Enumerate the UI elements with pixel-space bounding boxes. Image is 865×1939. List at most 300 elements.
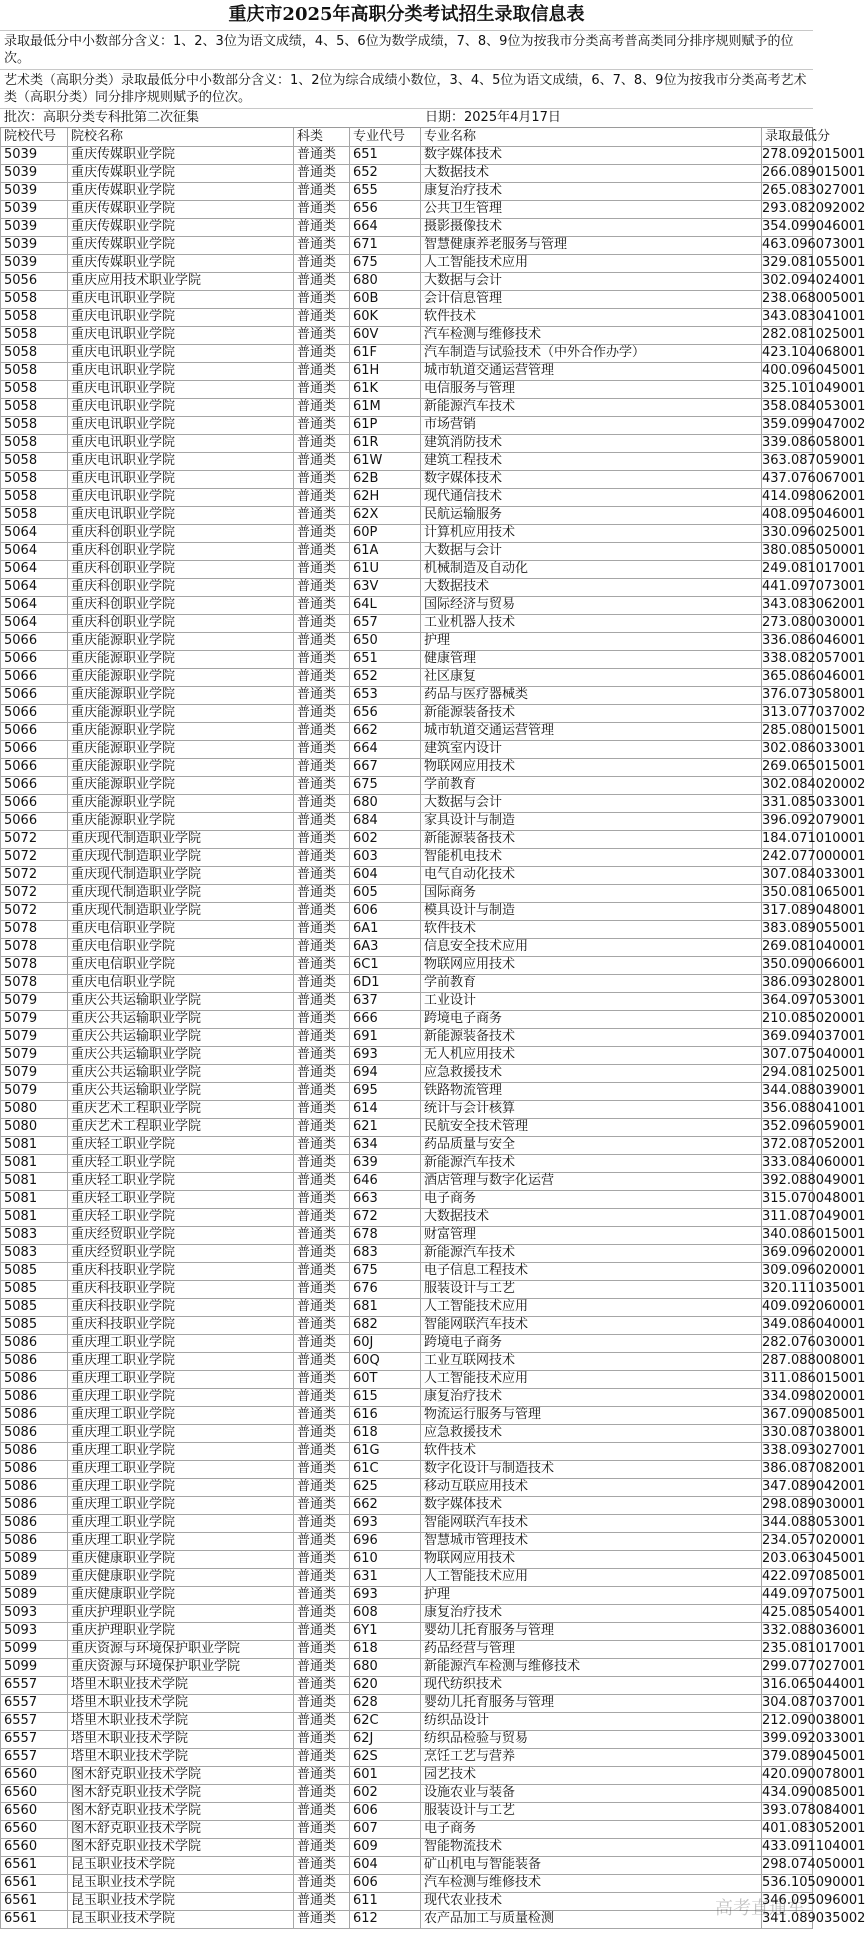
table-row [0,866,865,884]
table-row [0,1028,865,1046]
table-row [0,1838,865,1856]
table-row [0,524,865,542]
cell-min-score: 425.085054001 [762,1604,813,1623]
table-row [0,1712,865,1730]
cell-min-score: 338.093027001 [762,1442,813,1461]
cell-school-code: 5064 [0,560,68,579]
cell-category: 普通类 [294,272,350,291]
cell-school-name: 重庆轻工职业学院 [68,1136,294,1155]
cell-min-score: 380.085050001 [762,542,813,561]
cell-min-score: 379.089045001 [762,1748,813,1767]
cell-school-code: 5058 [0,434,68,453]
cell-category: 普通类 [294,488,350,507]
cell-category: 普通类 [294,200,350,219]
cell-major-code: 662 [350,1496,421,1515]
cell-school-code: 5066 [0,704,68,723]
cell-major-code: 656 [350,200,421,219]
table-row [0,1802,865,1820]
cell-category: 普通类 [294,416,350,435]
cell-major-code: 693 [350,1046,421,1065]
cell-school-code: 6560 [0,1766,68,1785]
cell-school-code: 5086 [0,1424,68,1443]
cell-school-code: 5072 [0,848,68,867]
cell-category: 普通类 [294,902,350,921]
cell-major-name: 电气自动化技术 [421,866,762,885]
cell-min-score: 343.083062001 [762,596,813,615]
cell-min-score: 282.076030001 [762,1334,813,1353]
cell-major-code: 675 [350,1262,421,1281]
cell-major-code: 62H [350,488,421,507]
table-row [0,434,865,452]
cell-category: 普通类 [294,956,350,975]
cell-school-code: 5066 [0,740,68,759]
cell-category: 普通类 [294,1640,350,1659]
cell-school-code: 5058 [0,452,68,471]
cell-min-score: 386.087082001 [762,1460,813,1479]
cell-category: 普通类 [294,1514,350,1533]
cell-school-name: 重庆理工职业学院 [68,1406,294,1425]
batch-label: 批次：高职分类专科批第二次征集 [4,110,200,125]
cell-category: 普通类 [294,542,350,561]
table-row [0,1568,865,1586]
cell-school-code: 6560 [0,1838,68,1857]
table-body [0,146,865,1928]
cell-school-name: 重庆公共运输职业学院 [68,1010,294,1029]
cell-major-code: 680 [350,272,421,291]
cell-major-name: 新能源装备技术 [421,704,762,723]
cell-school-code: 5058 [0,506,68,525]
cell-school-code: 5086 [0,1442,68,1461]
cell-school-code: 5058 [0,380,68,399]
cell-category: 普通类 [294,1280,350,1299]
cell-min-score: 433.091104001 [762,1838,813,1857]
cell-major-code: 695 [350,1082,421,1101]
cell-min-score: 346.095096001 [762,1892,813,1911]
cell-category: 普通类 [294,722,350,741]
table-row [0,1496,865,1514]
cell-school-code: 5086 [0,1334,68,1353]
cell-major-name: 大数据技术 [421,164,762,183]
cell-school-code: 5078 [0,974,68,993]
cell-min-score: 320.111035001 [762,1280,813,1299]
cell-school-name: 重庆能源职业学院 [68,632,294,651]
cell-category: 普通类 [294,848,350,867]
cell-category: 普通类 [294,1190,350,1209]
cell-school-name: 重庆经贸职业学院 [68,1244,294,1263]
cell-major-code: 620 [350,1676,421,1695]
cell-min-score: 212.090038001 [762,1712,813,1731]
cell-school-code: 5085 [0,1280,68,1299]
table-row [0,1694,865,1712]
cell-major-name: 国际经济与贸易 [421,596,762,615]
cell-school-code: 5078 [0,920,68,939]
cell-school-name: 重庆电信职业学院 [68,956,294,975]
table-row [0,1910,865,1928]
cell-min-score: 423.104068001 [762,344,813,363]
cell-category: 普通类 [294,1172,350,1191]
table-row [0,740,865,758]
table-row [0,794,865,812]
cell-category: 普通类 [294,632,350,651]
cell-school-code: 6560 [0,1802,68,1821]
cell-min-score: 383.089055001 [762,920,813,939]
cell-major-name: 国际商务 [421,884,762,903]
cell-min-score: 347.089042001 [762,1478,813,1497]
cell-major-name: 婴幼儿托育服务与管理 [421,1694,762,1713]
cell-major-name: 数字媒体技术 [421,470,762,489]
cell-major-code: 666 [350,1010,421,1029]
table-row [0,1784,865,1802]
cell-school-name: 重庆科创职业学院 [68,542,294,561]
cell-major-name: 软件技术 [421,1442,762,1461]
cell-major-code: 664 [350,740,421,759]
cell-category: 普通类 [294,1874,350,1893]
table-row [0,902,865,920]
cell-major-name: 工业互联网技术 [421,1352,762,1371]
table-row [0,956,865,974]
cell-major-code: 6A1 [350,920,421,939]
cell-school-code: 5086 [0,1406,68,1425]
cell-major-name: 药品与医疗器械类 [421,686,762,705]
cell-min-score: 339.086058001 [762,434,813,453]
cell-min-score: 302.086033001 [762,740,813,759]
cell-category: 普通类 [294,1334,350,1353]
table-row [0,1424,865,1442]
cell-school-code: 5086 [0,1514,68,1533]
cell-major-name: 软件技术 [421,308,762,327]
table-row [0,326,865,344]
cell-major-code: 605 [350,884,421,903]
cell-major-code: 60P [350,524,421,543]
cell-major-name: 软件技术 [421,920,762,939]
table-row [0,938,865,956]
cell-major-name: 跨境电子商务 [421,1334,762,1353]
cell-school-name: 重庆电信职业学院 [68,920,294,939]
table-row [0,776,865,794]
cell-school-code: 5066 [0,758,68,777]
table-row [0,758,865,776]
cell-major-name: 智能物流技术 [421,1838,762,1857]
cell-school-name: 重庆健康职业学院 [68,1568,294,1587]
cell-school-name: 重庆能源职业学院 [68,758,294,777]
cell-school-name: 重庆电讯职业学院 [68,344,294,363]
cell-major-code: 682 [350,1316,421,1335]
cell-school-code: 5081 [0,1208,68,1227]
cell-category: 普通类 [294,812,350,831]
cell-category: 普通类 [294,1046,350,1065]
cell-school-code: 5072 [0,830,68,849]
cell-school-name: 塔里木职业技术学院 [68,1748,294,1767]
table-row [0,182,865,200]
header-major-name: 专业名称 [421,128,762,147]
cell-school-code: 5086 [0,1532,68,1551]
cell-school-code: 5081 [0,1154,68,1173]
table-row [0,452,865,470]
cell-min-score: 401.083052001 [762,1820,813,1839]
table-row [0,254,865,272]
cell-major-name: 人工智能技术应用 [421,1370,762,1389]
cell-school-code: 5066 [0,686,68,705]
table-row [0,1064,865,1082]
date-label: 日期：2025年4月17日 [425,110,561,125]
cell-school-name: 重庆理工职业学院 [68,1370,294,1389]
cell-min-score: 307.075040001 [762,1046,813,1065]
cell-major-name: 市场营销 [421,416,762,435]
cell-school-name: 重庆轻工职业学院 [68,1208,294,1227]
cell-major-code: 61W [350,452,421,471]
cell-school-code: 5072 [0,866,68,885]
cell-min-score: 309.096020001 [762,1262,813,1281]
cell-major-code: 6A3 [350,938,421,957]
cell-category: 普通类 [294,1712,350,1731]
cell-major-code: 680 [350,794,421,813]
cell-min-score: 313.077037002 [762,704,813,723]
cell-school-name: 塔里木职业技术学院 [68,1694,294,1713]
table-row [0,200,865,218]
table-row [0,1334,865,1352]
table-row [0,1118,865,1136]
cell-category: 普通类 [294,794,350,813]
cell-major-code: 667 [350,758,421,777]
cell-major-code: 60V [350,326,421,345]
cell-major-name: 现代通信技术 [421,488,762,507]
cell-min-score: 449.097075001 [762,1586,813,1605]
cell-major-code: 60J [350,1334,421,1353]
cell-category: 普通类 [294,362,350,381]
cell-min-score: 414.098062001 [762,488,813,507]
cell-major-name: 大数据技术 [421,578,762,597]
cell-min-score: 463.096073001 [762,236,813,255]
cell-school-name: 重庆健康职业学院 [68,1550,294,1569]
cell-school-name: 昆玉职业技术学院 [68,1874,294,1893]
cell-min-score: 311.086015001 [762,1370,813,1389]
cell-major-code: 657 [350,614,421,633]
table-row [0,488,865,506]
cell-category: 普通类 [294,1388,350,1407]
cell-category: 普通类 [294,182,350,201]
cell-min-score: 344.088053001 [762,1514,813,1533]
cell-category: 普通类 [294,668,350,687]
cell-major-code: 662 [350,722,421,741]
table-row [0,542,865,560]
cell-school-code: 6557 [0,1676,68,1695]
table-row [0,974,865,992]
table-row [0,614,865,632]
cell-school-code: 6557 [0,1694,68,1713]
table-row [0,1622,865,1640]
cell-category: 普通类 [294,452,350,471]
cell-major-code: 61M [350,398,421,417]
cell-school-code: 6560 [0,1820,68,1839]
cell-min-score: 298.074050001 [762,1856,813,1875]
cell-major-code: 62X [350,506,421,525]
table-header [0,128,831,146]
cell-min-score: 293.082092002 [762,200,813,219]
cell-min-score: 273.080030001 [762,614,813,633]
table-row [0,1010,865,1028]
cell-major-name: 城市轨道交通运营管理 [421,362,762,381]
cell-school-name: 重庆传媒职业学院 [68,146,294,165]
cell-school-code: 5079 [0,1046,68,1065]
cell-school-name: 重庆能源职业学院 [68,812,294,831]
cell-category: 普通类 [294,578,350,597]
table-row [0,1388,865,1406]
cell-major-code: 646 [350,1172,421,1191]
cell-major-name: 新能源装备技术 [421,1028,762,1047]
cell-min-score: 350.090066001 [762,956,813,975]
cell-category: 普通类 [294,1316,350,1335]
cell-category: 普通类 [294,992,350,1011]
cell-major-name: 智能网联汽车技术 [421,1514,762,1533]
cell-school-name: 重庆能源职业学院 [68,722,294,741]
cell-school-name: 重庆科创职业学院 [68,578,294,597]
cell-major-code: 611 [350,1892,421,1911]
cell-school-name: 塔里木职业技术学院 [68,1676,294,1695]
cell-school-name: 重庆公共运输职业学院 [68,1028,294,1047]
cell-category: 普通类 [294,1352,350,1371]
table-row [0,848,865,866]
header-min-score: 录取最低分 [762,128,813,147]
cell-min-score: 210.085020001 [762,1010,813,1029]
cell-category: 普通类 [294,974,350,993]
cell-school-name: 重庆电讯职业学院 [68,488,294,507]
table-row [0,236,865,254]
cell-school-name: 重庆科技职业学院 [68,1262,294,1281]
cell-category: 普通类 [294,866,350,885]
cell-school-code: 5064 [0,542,68,561]
cell-category: 普通类 [294,1892,350,1911]
cell-major-name: 智慧城市管理技术 [421,1532,762,1551]
cell-min-score: 238.068005001 [762,290,813,309]
cell-min-score: 282.081025001 [762,326,813,345]
cell-major-name: 城市轨道交通运营管理 [421,722,762,741]
cell-category: 普通类 [294,1262,350,1281]
cell-school-code: 5089 [0,1586,68,1605]
cell-major-name: 无人机应用技术 [421,1046,762,1065]
table-row [0,992,865,1010]
cell-school-code: 6557 [0,1748,68,1767]
cell-school-code: 5079 [0,992,68,1011]
table-row [0,506,865,524]
cell-major-code: 61G [350,1442,421,1461]
cell-category: 普通类 [294,1532,350,1551]
cell-school-code: 5078 [0,938,68,957]
cell-school-name: 重庆理工职业学院 [68,1388,294,1407]
cell-school-code: 5085 [0,1298,68,1317]
cell-min-score: 315.070048001 [762,1190,813,1209]
cell-min-score: 184.071010001 [762,830,813,849]
cell-category: 普通类 [294,326,350,345]
cell-major-code: 693 [350,1586,421,1605]
cell-major-code: 684 [350,812,421,831]
table-row [0,308,865,326]
cell-school-name: 重庆传媒职业学院 [68,200,294,219]
cell-school-code: 5078 [0,956,68,975]
cell-major-name: 汽车制造与试验技术（中外合作办学） [421,344,762,363]
cell-major-code: 60Q [350,1352,421,1371]
cell-major-name: 新能源汽车技术 [421,1154,762,1173]
cell-school-code: 5079 [0,1028,68,1047]
cell-min-score: 338.082057001 [762,650,813,669]
cell-major-code: 628 [350,1694,421,1713]
cell-category: 普通类 [294,650,350,669]
cell-category: 普通类 [294,1064,350,1083]
cell-min-score: 369.094037001 [762,1028,813,1047]
cell-school-name: 重庆理工职业学院 [68,1424,294,1443]
cell-school-name: 图木舒克职业技术学院 [68,1766,294,1785]
cell-school-name: 昆玉职业技术学院 [68,1892,294,1911]
table-row [0,560,865,578]
cell-school-code: 6561 [0,1892,68,1911]
cell-category: 普通类 [294,1370,350,1389]
cell-category: 普通类 [294,1010,350,1029]
cell-major-code: 61H [350,362,421,381]
cell-school-name: 重庆科创职业学院 [68,614,294,633]
table-row [0,1604,865,1622]
cell-school-name: 重庆传媒职业学院 [68,182,294,201]
cell-major-name: 移动互联应用技术 [421,1478,762,1497]
cell-category: 普通类 [294,1784,350,1803]
cell-major-name: 数字媒体技术 [421,146,762,165]
cell-school-code: 5058 [0,470,68,489]
cell-major-code: 61A [350,542,421,561]
cell-category: 普通类 [294,1730,350,1749]
cell-school-code: 5058 [0,290,68,309]
cell-min-score: 249.081017001 [762,560,813,579]
cell-major-name: 学前教育 [421,974,762,993]
cell-major-name: 电子信息工程技术 [421,1262,762,1281]
cell-min-score: 242.077000001 [762,848,813,867]
cell-school-name: 重庆理工职业学院 [68,1514,294,1533]
cell-min-score: 356.088041001 [762,1100,813,1119]
cell-major-code: 62B [350,470,421,489]
cell-min-score: 396.092079001 [762,812,813,831]
cell-school-name: 重庆电讯职业学院 [68,380,294,399]
cell-major-code: 678 [350,1226,421,1245]
table-row [0,416,865,434]
cell-min-score: 393.078084001 [762,1802,813,1821]
table-row [0,218,865,236]
cell-min-score: 349.086040001 [762,1316,813,1335]
cell-category: 普通类 [294,1658,350,1677]
cell-school-code: 5039 [0,200,68,219]
cell-category: 普通类 [294,1622,350,1641]
cell-category: 普通类 [294,380,350,399]
cell-school-code: 5066 [0,722,68,741]
cell-major-name: 矿山机电与智能装备 [421,1856,762,1875]
cell-major-name: 设施农业与装备 [421,1784,762,1803]
cell-min-score: 437.076067001 [762,470,813,489]
cell-major-name: 护理 [421,1586,762,1605]
cell-major-code: 62S [350,1748,421,1767]
cell-min-score: 441.097073001 [762,578,813,597]
cell-major-code: 62C [350,1712,421,1731]
cell-school-name: 昆玉职业技术学院 [68,1856,294,1875]
cell-major-name: 园艺技术 [421,1766,762,1785]
cell-major-code: 606 [350,1874,421,1893]
cell-min-score: 365.086046001 [762,668,813,687]
table-row [0,1244,865,1262]
cell-school-name: 重庆理工职业学院 [68,1352,294,1371]
cell-min-score: 408.095046001 [762,506,813,525]
cell-school-name: 重庆轻工职业学院 [68,1190,294,1209]
cell-min-score: 285.080015001 [762,722,813,741]
cell-major-name: 铁路物流管理 [421,1082,762,1101]
cell-major-code: 64L [350,596,421,615]
cell-category: 普通类 [294,308,350,327]
cell-school-name: 重庆电讯职业学院 [68,452,294,471]
table-row [0,1298,865,1316]
